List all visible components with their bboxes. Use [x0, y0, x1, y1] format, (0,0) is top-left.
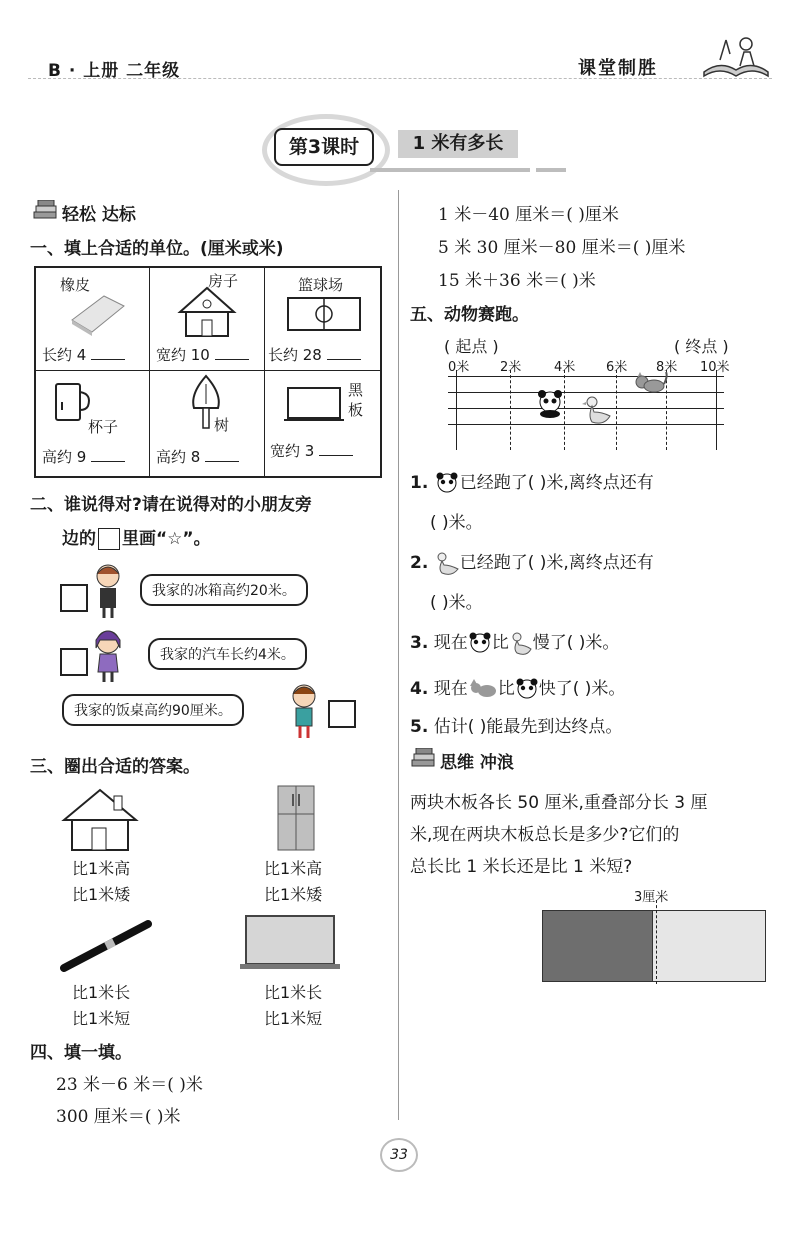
answer-blank[interactable]	[91, 447, 125, 462]
reading-book-icon	[700, 30, 772, 80]
tick-label: 8米	[656, 360, 678, 375]
race-start-label: ( 起点 )	[444, 337, 499, 356]
q5-item-text: 快了( )米。	[538, 679, 626, 699]
start-line	[456, 370, 457, 450]
table-cell	[42, 344, 125, 365]
option-house-shorter[interactable]: 比1米矮	[72, 885, 131, 904]
answer-checkbox-1[interactable]	[60, 584, 88, 612]
panda-icon	[515, 678, 539, 700]
q4-title: 四、填一填。	[30, 1043, 132, 1063]
option-house-taller[interactable]: 比1米高	[72, 859, 131, 878]
cell-text-tree: 高约 8	[156, 448, 201, 466]
q5-item-5	[410, 712, 622, 737]
refrigerator-icon	[276, 784, 316, 854]
overlap-marker	[656, 900, 657, 984]
blackboard-icon	[240, 912, 340, 972]
cell-label-court: 篮球场	[298, 276, 344, 294]
header-grade: B · 上册 二年级	[48, 61, 181, 81]
basketball-court-icon	[286, 296, 362, 332]
q4-line-3: 1 米－40 厘米＝( )厘米	[438, 205, 619, 225]
q5-item-number: 3.	[410, 633, 429, 653]
cell-text-house: 宽约 10	[156, 346, 210, 364]
q5-item-text: 已经跑了( )米,离终点还有	[459, 473, 654, 493]
think-line-3: 总长比 1 米长还是比 1 米短?	[410, 857, 633, 877]
header-series-title: 课堂制胜	[578, 58, 658, 79]
answer-blank[interactable]	[205, 447, 239, 462]
table-cell	[156, 344, 249, 365]
q5-item-text: 估计( )能最先到达终点。	[433, 717, 623, 737]
tick-label: 4米	[554, 360, 576, 375]
marker-line	[616, 370, 617, 450]
tick-label: 10米	[700, 360, 730, 375]
q5-item-text: 现在	[433, 633, 468, 653]
race-track	[404, 350, 784, 460]
think-line-1: 两块木板各长 50 厘米,重叠部分长 3 厘	[410, 793, 708, 813]
table-divider	[149, 268, 150, 476]
checkbox-sample-icon	[98, 528, 120, 550]
q5-item-middle: 比	[491, 633, 509, 653]
lane-line	[448, 392, 724, 393]
overlap-label: 3厘米	[634, 890, 669, 905]
q5-title: 五、动物赛跑。	[410, 305, 529, 325]
lane-line	[448, 376, 724, 377]
house-icon	[58, 786, 142, 852]
option-pen-shorter[interactable]: 比1米短	[72, 1009, 131, 1028]
q3-title: 三、圈出合适的答案。	[30, 757, 200, 777]
header-divider	[28, 78, 772, 79]
q5-item-text: 慢了( )米。	[532, 633, 620, 653]
answer-blank[interactable]	[91, 345, 125, 360]
answer-checkbox-2[interactable]	[60, 648, 88, 676]
lesson-title: 1 米有多长	[398, 130, 518, 158]
q2-title-line2	[62, 524, 211, 550]
section-think-label: 思维 冲浪	[440, 753, 514, 773]
q4-line-2: 300 厘米＝( )米	[56, 1107, 181, 1127]
q5-item-number: 2.	[410, 553, 429, 573]
blackboard-icon	[284, 384, 344, 426]
q5-item-3	[410, 628, 619, 655]
cell-label-house: 房子	[208, 272, 239, 290]
wood-board-2	[652, 910, 766, 982]
house-icon	[172, 282, 242, 340]
page-number: 33	[380, 1138, 418, 1172]
table-cell	[42, 446, 125, 467]
q5-item-1	[410, 468, 654, 494]
option-pen-longer[interactable]: 比1米长	[72, 983, 131, 1002]
tick-label: 6米	[606, 360, 628, 375]
lesson-underline	[370, 168, 530, 172]
table-cell	[156, 446, 239, 467]
q5-item-2	[410, 548, 654, 575]
finish-line	[716, 370, 717, 450]
cat-icon	[468, 678, 498, 700]
cell-text-cup: 高约 9	[42, 448, 87, 466]
q4-line-1: 23 米－6 米＝( )米	[56, 1075, 203, 1095]
cell-label-cup: 杯子	[88, 418, 119, 436]
lesson-underline-dash	[536, 168, 566, 172]
q5-item-middle: 比	[497, 679, 515, 699]
table-cell	[270, 440, 353, 461]
goose-icon	[434, 551, 460, 575]
column-divider	[398, 190, 399, 1120]
q5-item-text: 已经跑了( )米,离终点还有	[459, 553, 654, 573]
cell-label-eraser: 橡皮	[60, 276, 91, 294]
cat-icon	[632, 370, 668, 396]
table-divider	[264, 268, 265, 476]
option-fridge-shorter[interactable]: 比1米矮	[264, 885, 323, 904]
option-board-shorter[interactable]: 比1米短	[264, 1009, 323, 1028]
table-cell	[268, 344, 361, 365]
boy-avatar-icon	[286, 682, 322, 740]
think-line-2: 米,现在两块木板总长是多少?它们的	[410, 825, 680, 845]
q2-title-part-b: 里画“☆”。	[122, 529, 211, 549]
lesson-badge: 第3课时	[274, 128, 374, 166]
cell-label-tree: 树	[214, 416, 230, 434]
cell-text-blackboard: 宽约 3	[270, 442, 315, 460]
panda-icon	[468, 632, 492, 654]
speech-bubble-1: 我家的冰箱高约20米。	[140, 574, 308, 606]
q5-item-number: 5.	[410, 717, 429, 737]
q2-title-part-a: 边的	[62, 529, 96, 549]
cell-text-court: 长约 28	[268, 346, 322, 364]
section-easy-label: 轻松 达标	[62, 205, 136, 225]
q2-title: 二、谁说得对?请在说得对的小朋友旁	[30, 495, 312, 515]
books-icon	[32, 200, 58, 222]
speech-bubble-3: 我家的饭桌高约90厘米。	[62, 694, 244, 726]
q5-item-2-cont: ( )米。	[430, 593, 483, 613]
answer-blank[interactable]	[319, 441, 353, 456]
cell-label-blackboard: 黑板	[348, 381, 364, 419]
q5-item-1-cont: ( )米。	[430, 513, 483, 533]
panda-icon	[534, 388, 566, 418]
fountain-pen-icon	[58, 918, 154, 974]
answer-checkbox-3[interactable]	[328, 700, 356, 728]
q5-item-4	[410, 674, 625, 700]
goose-icon	[582, 394, 614, 428]
goose-icon	[509, 631, 533, 655]
tick-label: 0米	[448, 360, 470, 375]
cell-text-eraser: 长约 4	[42, 346, 87, 364]
speech-bubble-2: 我家的汽车长约4米。	[148, 638, 307, 670]
books-icon	[410, 748, 436, 770]
tick-label: 2米	[500, 360, 522, 375]
answer-blank[interactable]	[327, 345, 361, 360]
race-end-label: ( 终点 )	[674, 337, 729, 356]
boy-avatar-icon	[90, 562, 126, 620]
option-fridge-taller[interactable]: 比1米高	[264, 859, 323, 878]
unit-table	[34, 266, 382, 478]
eraser-icon	[66, 290, 128, 336]
wood-board-1	[542, 910, 654, 982]
q1-title: 一、填上合适的单位。(厘米或米)	[30, 239, 284, 259]
q4-line-4: 5 米 30 厘米－80 厘米＝( )厘米	[438, 238, 686, 258]
q5-item-text: 现在	[433, 679, 468, 699]
option-board-longer[interactable]: 比1米长	[264, 983, 323, 1002]
answer-blank[interactable]	[215, 345, 249, 360]
marker-line	[510, 370, 511, 450]
q5-item-number: 1.	[410, 473, 429, 493]
panda-icon	[434, 472, 460, 494]
q5-item-number: 4.	[410, 679, 429, 699]
table-divider	[36, 370, 380, 371]
q4-line-5: 15 米＋36 米＝( )米	[438, 271, 596, 291]
girl-avatar-icon	[90, 626, 126, 684]
